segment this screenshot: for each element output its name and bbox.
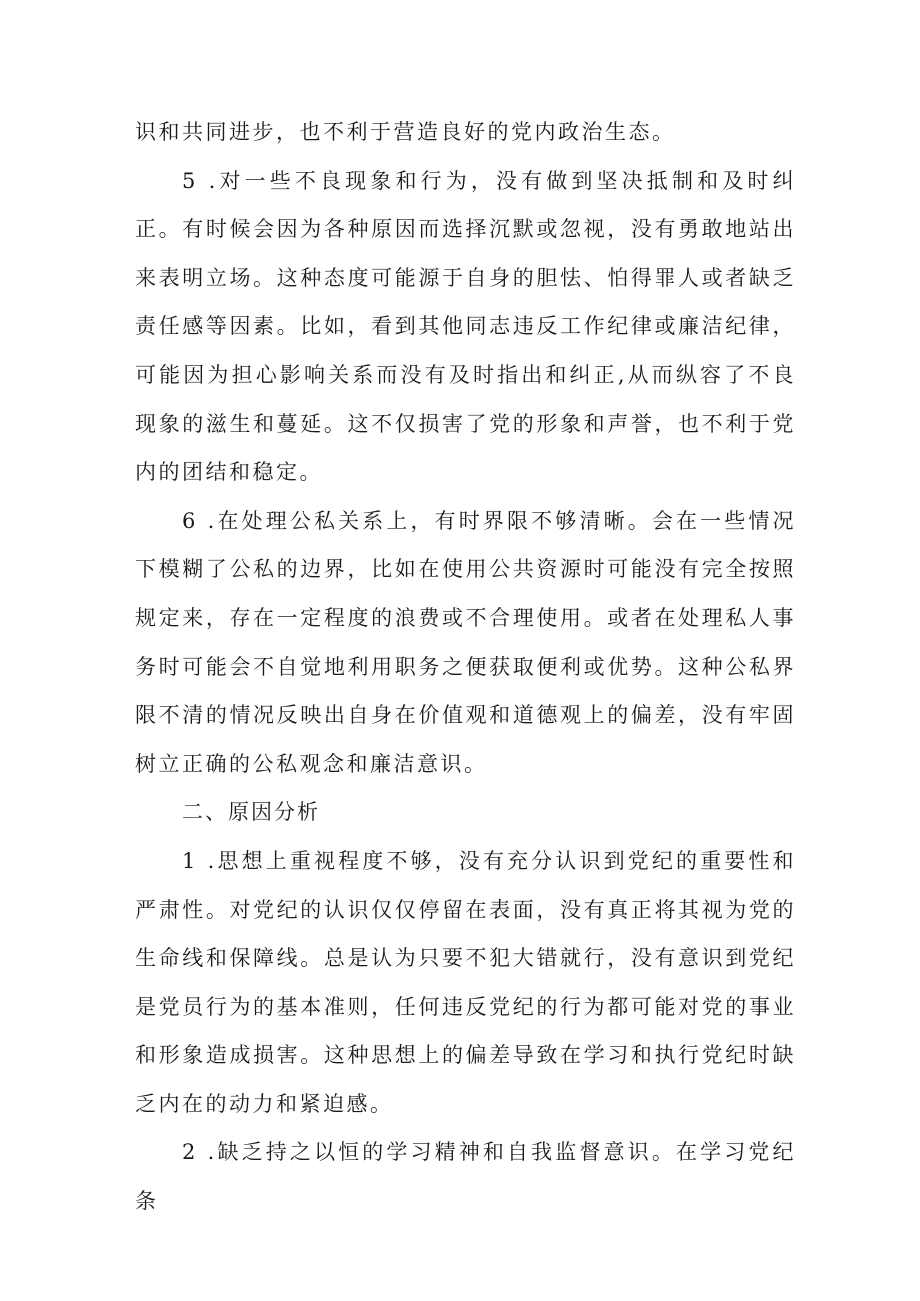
- paragraph-item-5: 5 .对一些不良现象和行为，没有做到坚决抵制和及时纠正。有时候会因为各种原因而选择沉默或忽视，没有勇敢地站出来表明立场。这种态度可能源于自身的胆怯、怕得罪人或者缺乏责任感等因素。比如，看到其他同志违反工作纪律或廉洁纪律，可能因为担心影响关系而没有及时指出和纠正,从而纵容了不良现象的滋生和蔓延。这不仅损害了党的形象和声誉，也不利于党内的团结和稳定。: [135, 168, 796, 485]
- paragraph-continuation: 识和共同进步，也不利于营造良好的党内政治生态。: [135, 120, 676, 144]
- paragraph-cause-2: 2 .缺乏持之以恒的学习精神和自我监督意识。在学习党纪条: [135, 1140, 796, 1214]
- section-heading: 二、原因分析: [182, 800, 320, 825]
- paragraph-cause-1: 1 .思想上重视程度不够，没有充分认识到党纪的重要性和严肃性。对党纪的认识仅仅停留在表面，没有真正将其视为党的生命线和保障线。总是认为只要不犯大错就行，没有意识到党纪是党员行为的基本准则，任何违反党纪的行为都可能对党的事业和形象造成损害。这种思想上的偏差导致在学习和执行党纪时缺乏内在的动力和紧迫感。: [135, 848, 796, 1116]
- paragraph-item-6: 6 .在处理公私关系上，有时界限不够清晰。会在一些情况下模糊了公私的边界，比如在使用公共资源时可能没有完全按照规定来，存在一定程度的浪费或不合理使用。或者在处理私人事务时可能会不自觉地利用职务之便获取便利或优势。这种公私界限不清的情况反映出自身在价值观和道德观上的偏差，没有牢固树立正确的公私观念和廉洁意识。: [135, 508, 796, 776]
